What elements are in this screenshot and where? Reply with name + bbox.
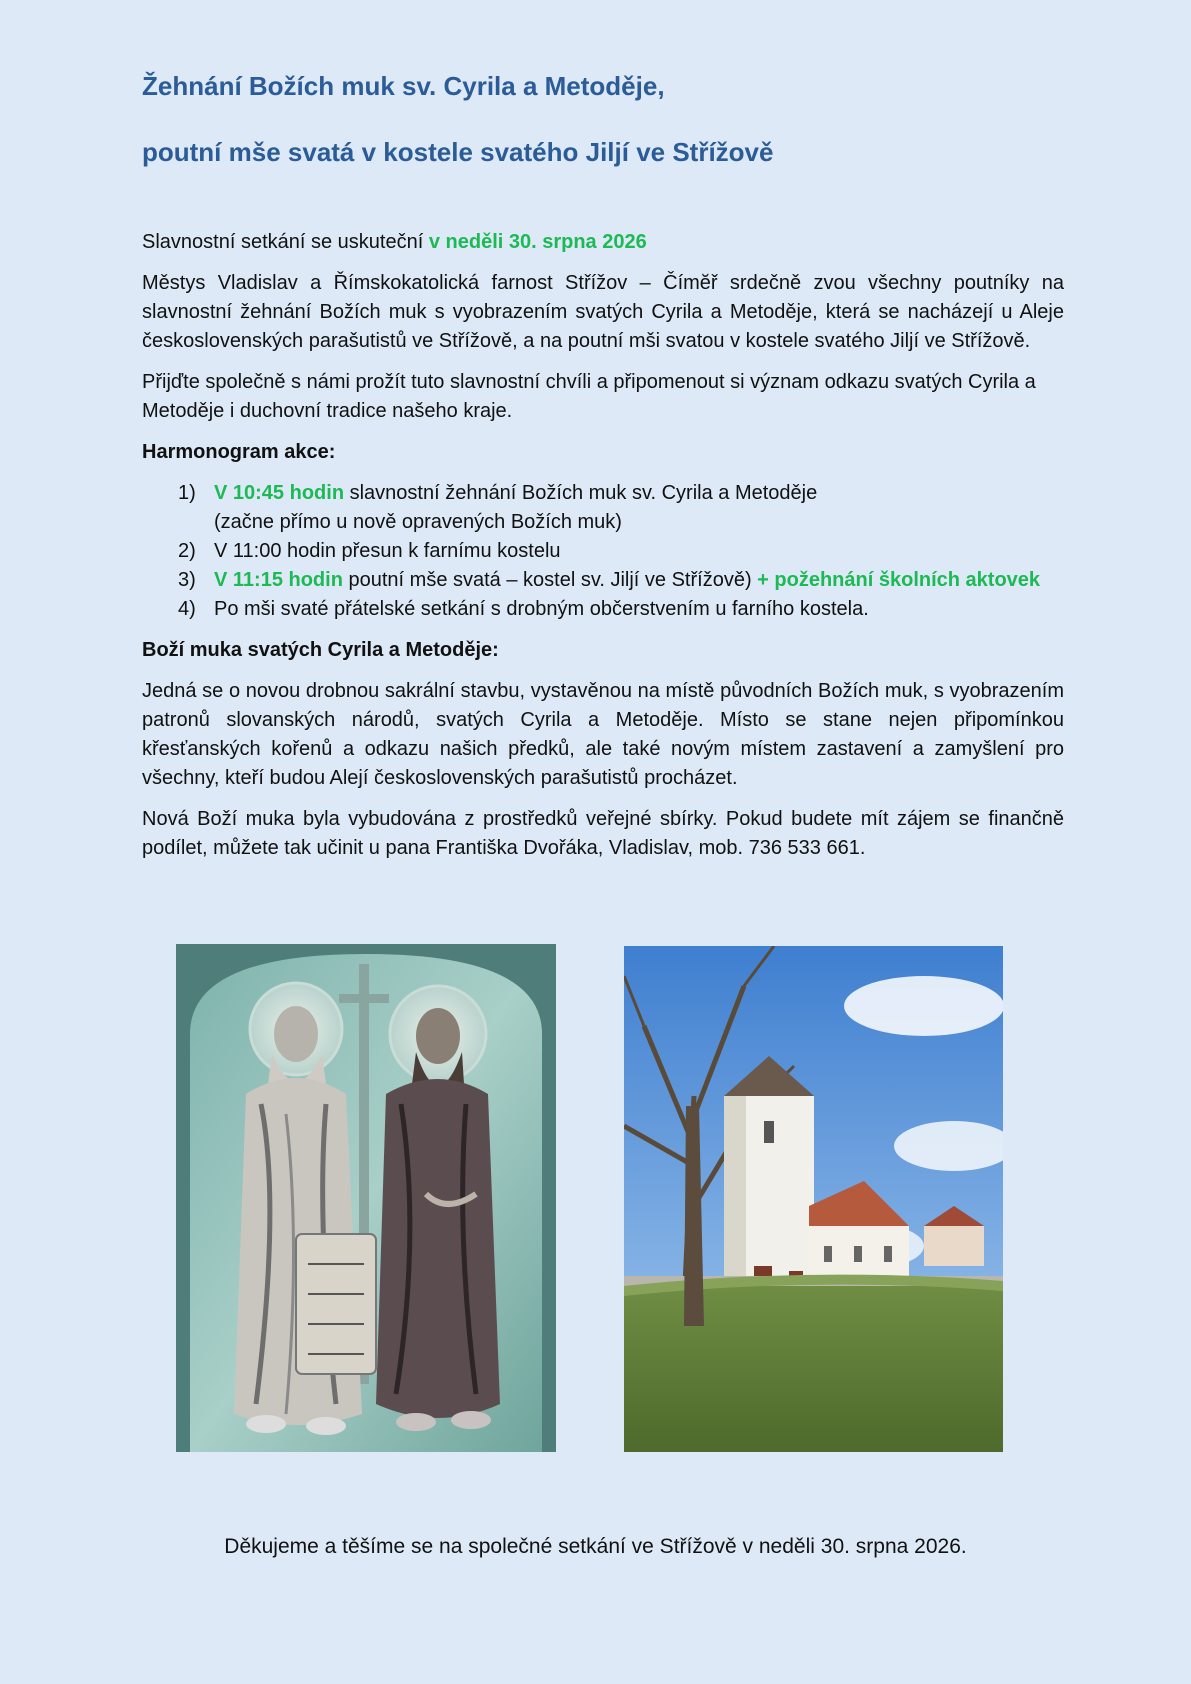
schedule-subnote: (začne přímo u nově opravených Božích muk) xyxy=(214,511,622,533)
saints-painting-image xyxy=(176,944,556,1452)
event-date: v neděli 30. srpna 2026 xyxy=(428,231,647,253)
paragraph-donation: Nová Boží muka byla vybudována z prostředků veřejné sbírky. Pokud budete mít zájem se finančně podílet, můžete tak učinit u pana Františka Dvořáka, Vladislav, mob. 736 533 661. xyxy=(142,808,1064,859)
photo-row xyxy=(0,944,1191,1454)
schedule-heading: Harmonogram akce: xyxy=(142,441,336,463)
schedule-item: 2) V 11:00 hodin přesun k farnímu kostelu xyxy=(178,540,561,562)
schedule-list xyxy=(142,479,1064,624)
intro-prefix: Slavnostní setkání se uskuteční xyxy=(142,231,429,253)
title-line-1: Žehnání Božích muk sv. Cyrila a Metoděje, xyxy=(142,71,665,101)
church-photo-image xyxy=(624,946,1003,1452)
section2-heading: Boží muka svatých Cyrila a Metoděje: xyxy=(142,639,499,661)
schedule-time: V 10:45 hodin xyxy=(214,482,345,504)
schedule-time: V 11:15 hodin xyxy=(214,569,343,591)
document-body xyxy=(142,66,1064,863)
paragraph-invitation: Městys Vladislav a Římskokatolická farnost Střížov – Čímĕř srdečně zvou všechny poutníky na slavnostní žehnání Božích muk s vyobrazením svatých Cyrila a Metoděje, která se nacházejí u Aleje československých parašutistů ve Střížově, a na poutní mši svatou v kostele svatého Jiljí ve Střížově. xyxy=(142,272,1064,352)
intro-line xyxy=(142,228,1064,257)
closing-message: Děkujeme a těšíme se na společné setkání ve Střížově v neděli 30. srpna 2026. xyxy=(224,1535,967,1558)
schedule-blessing: + požehnání školních aktovek xyxy=(757,569,1041,591)
title-line-2: poutní mše svatá v kostele svatého Jiljí ve Střížově xyxy=(142,137,774,167)
paragraph-description: Jedná se o novou drobnou sakrální stavbu, vystavěnou na místě původních Božích muk, s vyobrazením patronů slovanských národů, svatých Cyrila a Metoděje. Místo se stane nejen připomínkou křesťanských kořenů a odkazu našich předků, ale také novým místem zastavení a zamyšlení pro všechny, kteří budou Alejí československých parašutistů procházet. xyxy=(142,680,1064,789)
paragraph-come: Přijďte společně s námi prožít tuto slavnostní chvíli a připomenout si význam odkazu svatých Cyrila a Metoděje i duchovní tradice našeho kraje. xyxy=(142,371,1036,422)
schedule-item: 4) Po mši svaté přátelské setkání s drobným občerstvením u farního kostela. xyxy=(178,598,869,620)
schedule-item: 3) V 11:15 hodin poutní mše svatá – kostel sv. Jiljí ve Střížově) + požehnání školních aktovek xyxy=(178,569,1041,591)
schedule-item: 1) V 10:45 hodin slavnostní žehnání Božích muk sv. Cyrila a Metoděje (začne přímo u nově opravených Božích muk) xyxy=(142,479,1064,537)
